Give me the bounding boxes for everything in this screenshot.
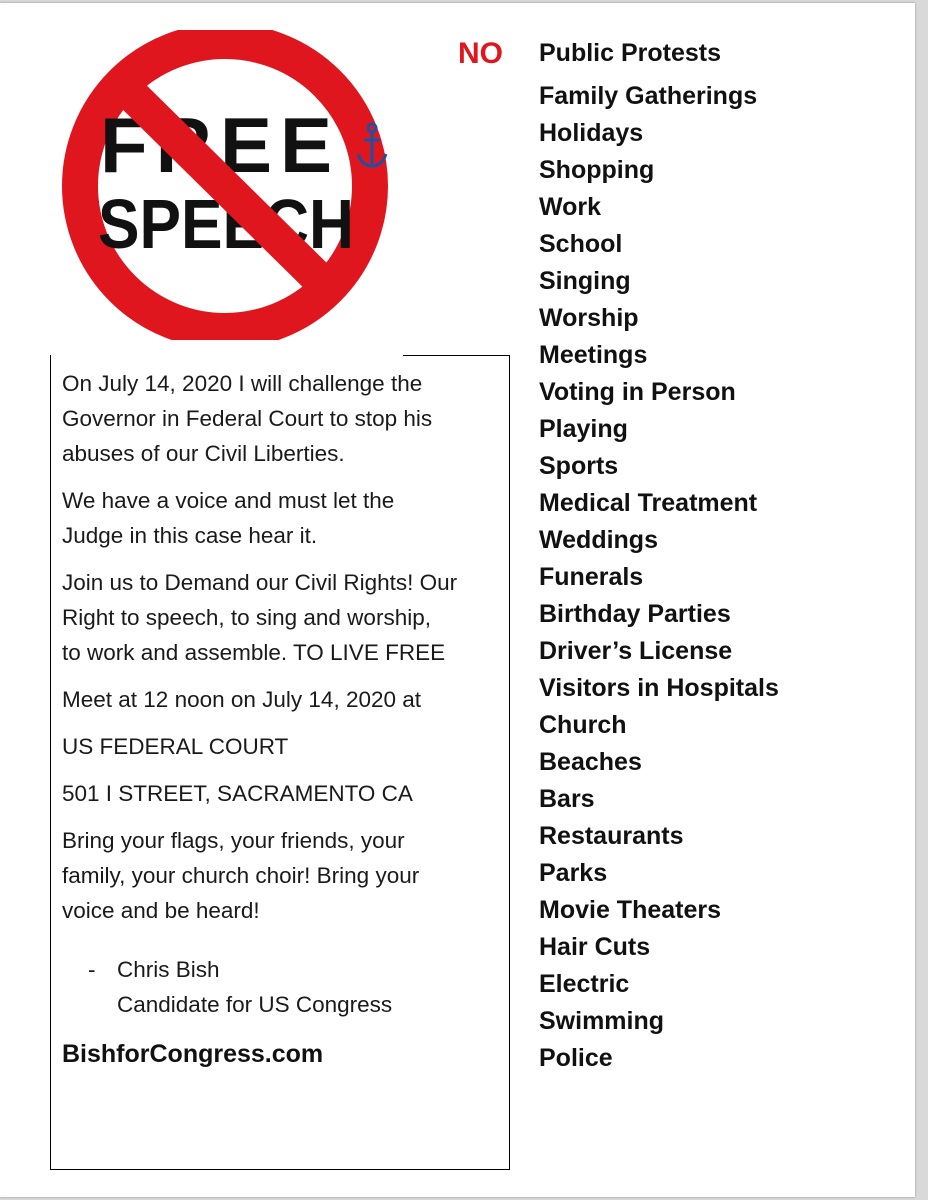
paragraph-line: abuses of our Civil Liberties. (62, 441, 345, 466)
list-item: Hair Cuts (539, 933, 651, 961)
list-item: Holidays (539, 119, 644, 147)
list-item: Medical Treatment (539, 489, 758, 517)
signature-title: Candidate for US Congress (117, 992, 393, 1017)
website-link[interactable]: BishforCongress.com (62, 1040, 324, 1068)
list-item: Swimming (539, 1007, 665, 1035)
list-item: Playing (539, 415, 628, 443)
list-item: Police (539, 1044, 613, 1072)
list-item: Driver’s License (539, 637, 733, 665)
list-item: Church (539, 711, 627, 739)
paragraph-line: Governor in Federal Court to stop his (62, 406, 433, 431)
paragraph-line: Join us to Demand our Civil Rights! Our (62, 570, 458, 595)
list-item: Voting in Person (539, 378, 736, 406)
list-item: Singing (539, 267, 631, 295)
list-item: Shopping (539, 156, 655, 184)
signature-name: Chris Bish (117, 957, 220, 982)
list-item: Bars (539, 785, 595, 813)
paragraph-line: family, your church choir! Bring your (62, 863, 420, 888)
no-label: NO (458, 37, 503, 70)
list-item: Worship (539, 304, 639, 332)
meeting-address: 501 I STREET, SACRAMENTO CA (62, 781, 413, 806)
logo-speech-text: SPEECH (98, 185, 354, 263)
list-item: Movie Theaters (539, 896, 722, 924)
signature-dash: - (88, 957, 96, 982)
list-item: Funerals (539, 563, 644, 591)
list-item: Work (539, 193, 602, 221)
list-item: Visitors in Hospitals (539, 674, 779, 702)
paragraph-line: We have a voice and must let the (62, 488, 395, 513)
list-item: Meetings (539, 341, 648, 369)
message-text (62, 366, 502, 928)
banned-activities-list (539, 36, 779, 1077)
paragraph-line: Right to speech, to sing and worship, (62, 605, 431, 630)
meeting-time: Meet at 12 noon on July 14, 2020 at (62, 687, 422, 712)
list-item: Public Protests (539, 39, 721, 67)
no-free-speech-logo (40, 30, 410, 340)
list-item: Sports (539, 452, 619, 480)
paragraph-line: Bring your flags, your friends, your (62, 828, 405, 853)
list-item: Parks (539, 859, 608, 887)
paragraph-line: On July 14, 2020 I will challenge the (62, 371, 423, 396)
paragraph-line: voice and be heard! (62, 898, 260, 923)
list-item: Electric (539, 970, 630, 998)
logo-free-text: FREE (100, 101, 341, 189)
list-item: Family Gatherings (539, 82, 758, 110)
signature (88, 952, 392, 1022)
paragraph-line: to work and assemble. TO LIVE FREE (62, 640, 446, 665)
message-box-top-border (403, 355, 510, 356)
list-item: Weddings (539, 526, 658, 554)
list-item: Restaurants (539, 822, 684, 850)
list-item: Birthday Parties (539, 600, 731, 628)
list-item: Beaches (539, 748, 642, 776)
meeting-location-name: US FEDERAL COURT (62, 734, 289, 759)
paragraph-line: Judge in this case hear it. (62, 523, 318, 548)
list-item: School (539, 230, 623, 258)
